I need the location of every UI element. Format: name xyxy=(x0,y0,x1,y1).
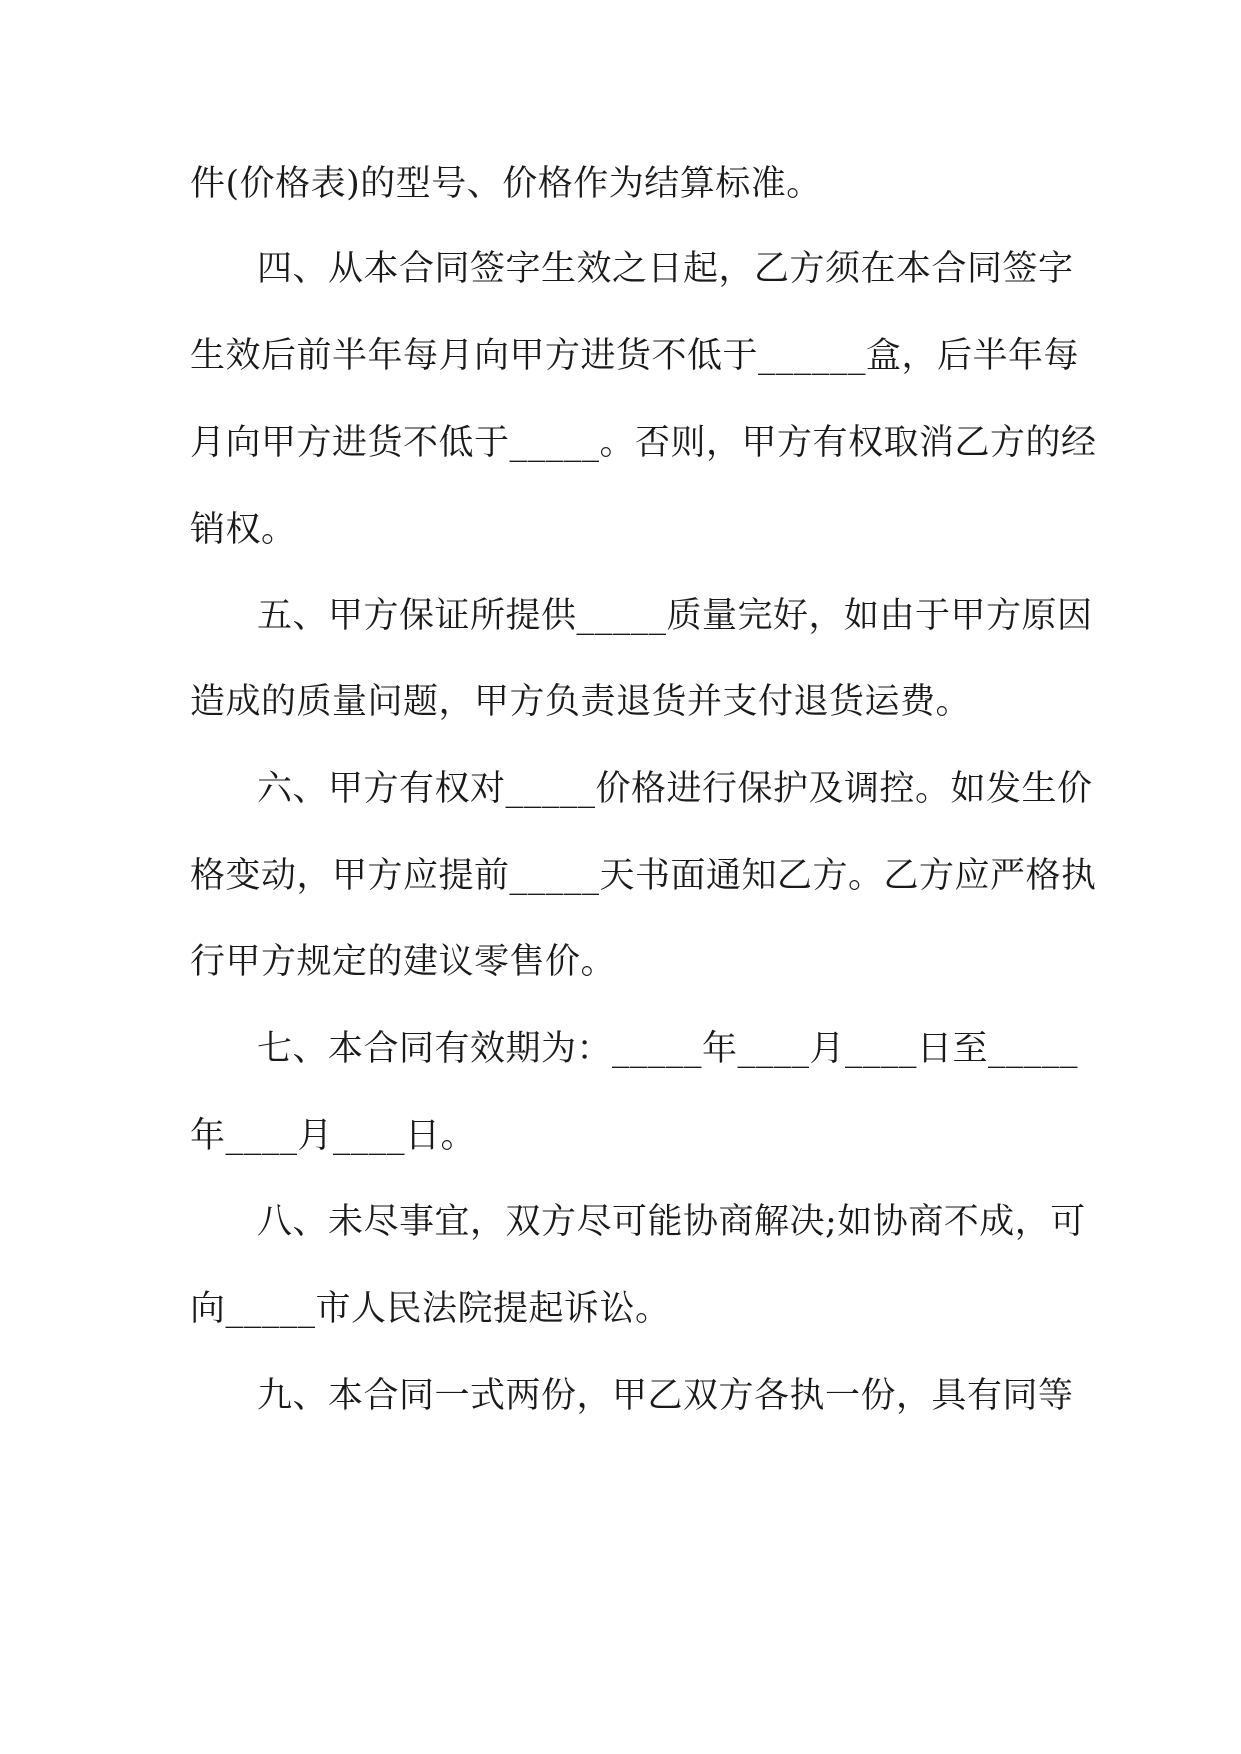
clause-7-line-1: 七、本合同有效期为：_____年____月____日至_____ xyxy=(257,1029,1079,1069)
clause-3-continuation: 件(价格表)的型号、价格作为结算标准。 xyxy=(190,164,822,204)
clause-4-line-1: 四、从本合同签字生效之日起，乙方须在本合同签字 xyxy=(257,249,1074,289)
clause-4-line-3: 月向甲方进货不低于_____。否则，甲方有权取消乙方的经 xyxy=(190,423,1097,463)
clause-5-line-2: 造成的质量问题，甲方负责退货并支付退货运费。 xyxy=(190,682,972,722)
clause-8-line-2: 向_____市人民法院提起诉讼。 xyxy=(190,1289,671,1329)
clause-8-line-1: 八、未尽事宜，双方尽可能协商解决;如协商不成，可 xyxy=(257,1202,1086,1242)
clause-9-line-1: 九、本合同一式两份，甲乙双方各执一份，具有同等 xyxy=(257,1376,1074,1416)
clause-5-line-1: 五、甲方保证所提供_____质量完好，如由于甲方原因 xyxy=(257,596,1093,636)
clause-4-line-4: 销权。 xyxy=(190,510,297,550)
clause-4-line-2: 生效后前半年每月向甲方进货不低于______盒，后半年每 xyxy=(190,336,1080,376)
clause-6-line-3: 行甲方规定的建议零售价。 xyxy=(190,942,617,982)
clause-6-line-1: 六、甲方有权对_____价格进行保护及调控。如发生价 xyxy=(257,769,1093,809)
clause-7-line-2: 年____月____日。 xyxy=(190,1116,477,1156)
clause-6-line-2: 格变动，甲方应提前_____天书面通知乙方。乙方应严格执 xyxy=(190,856,1097,896)
